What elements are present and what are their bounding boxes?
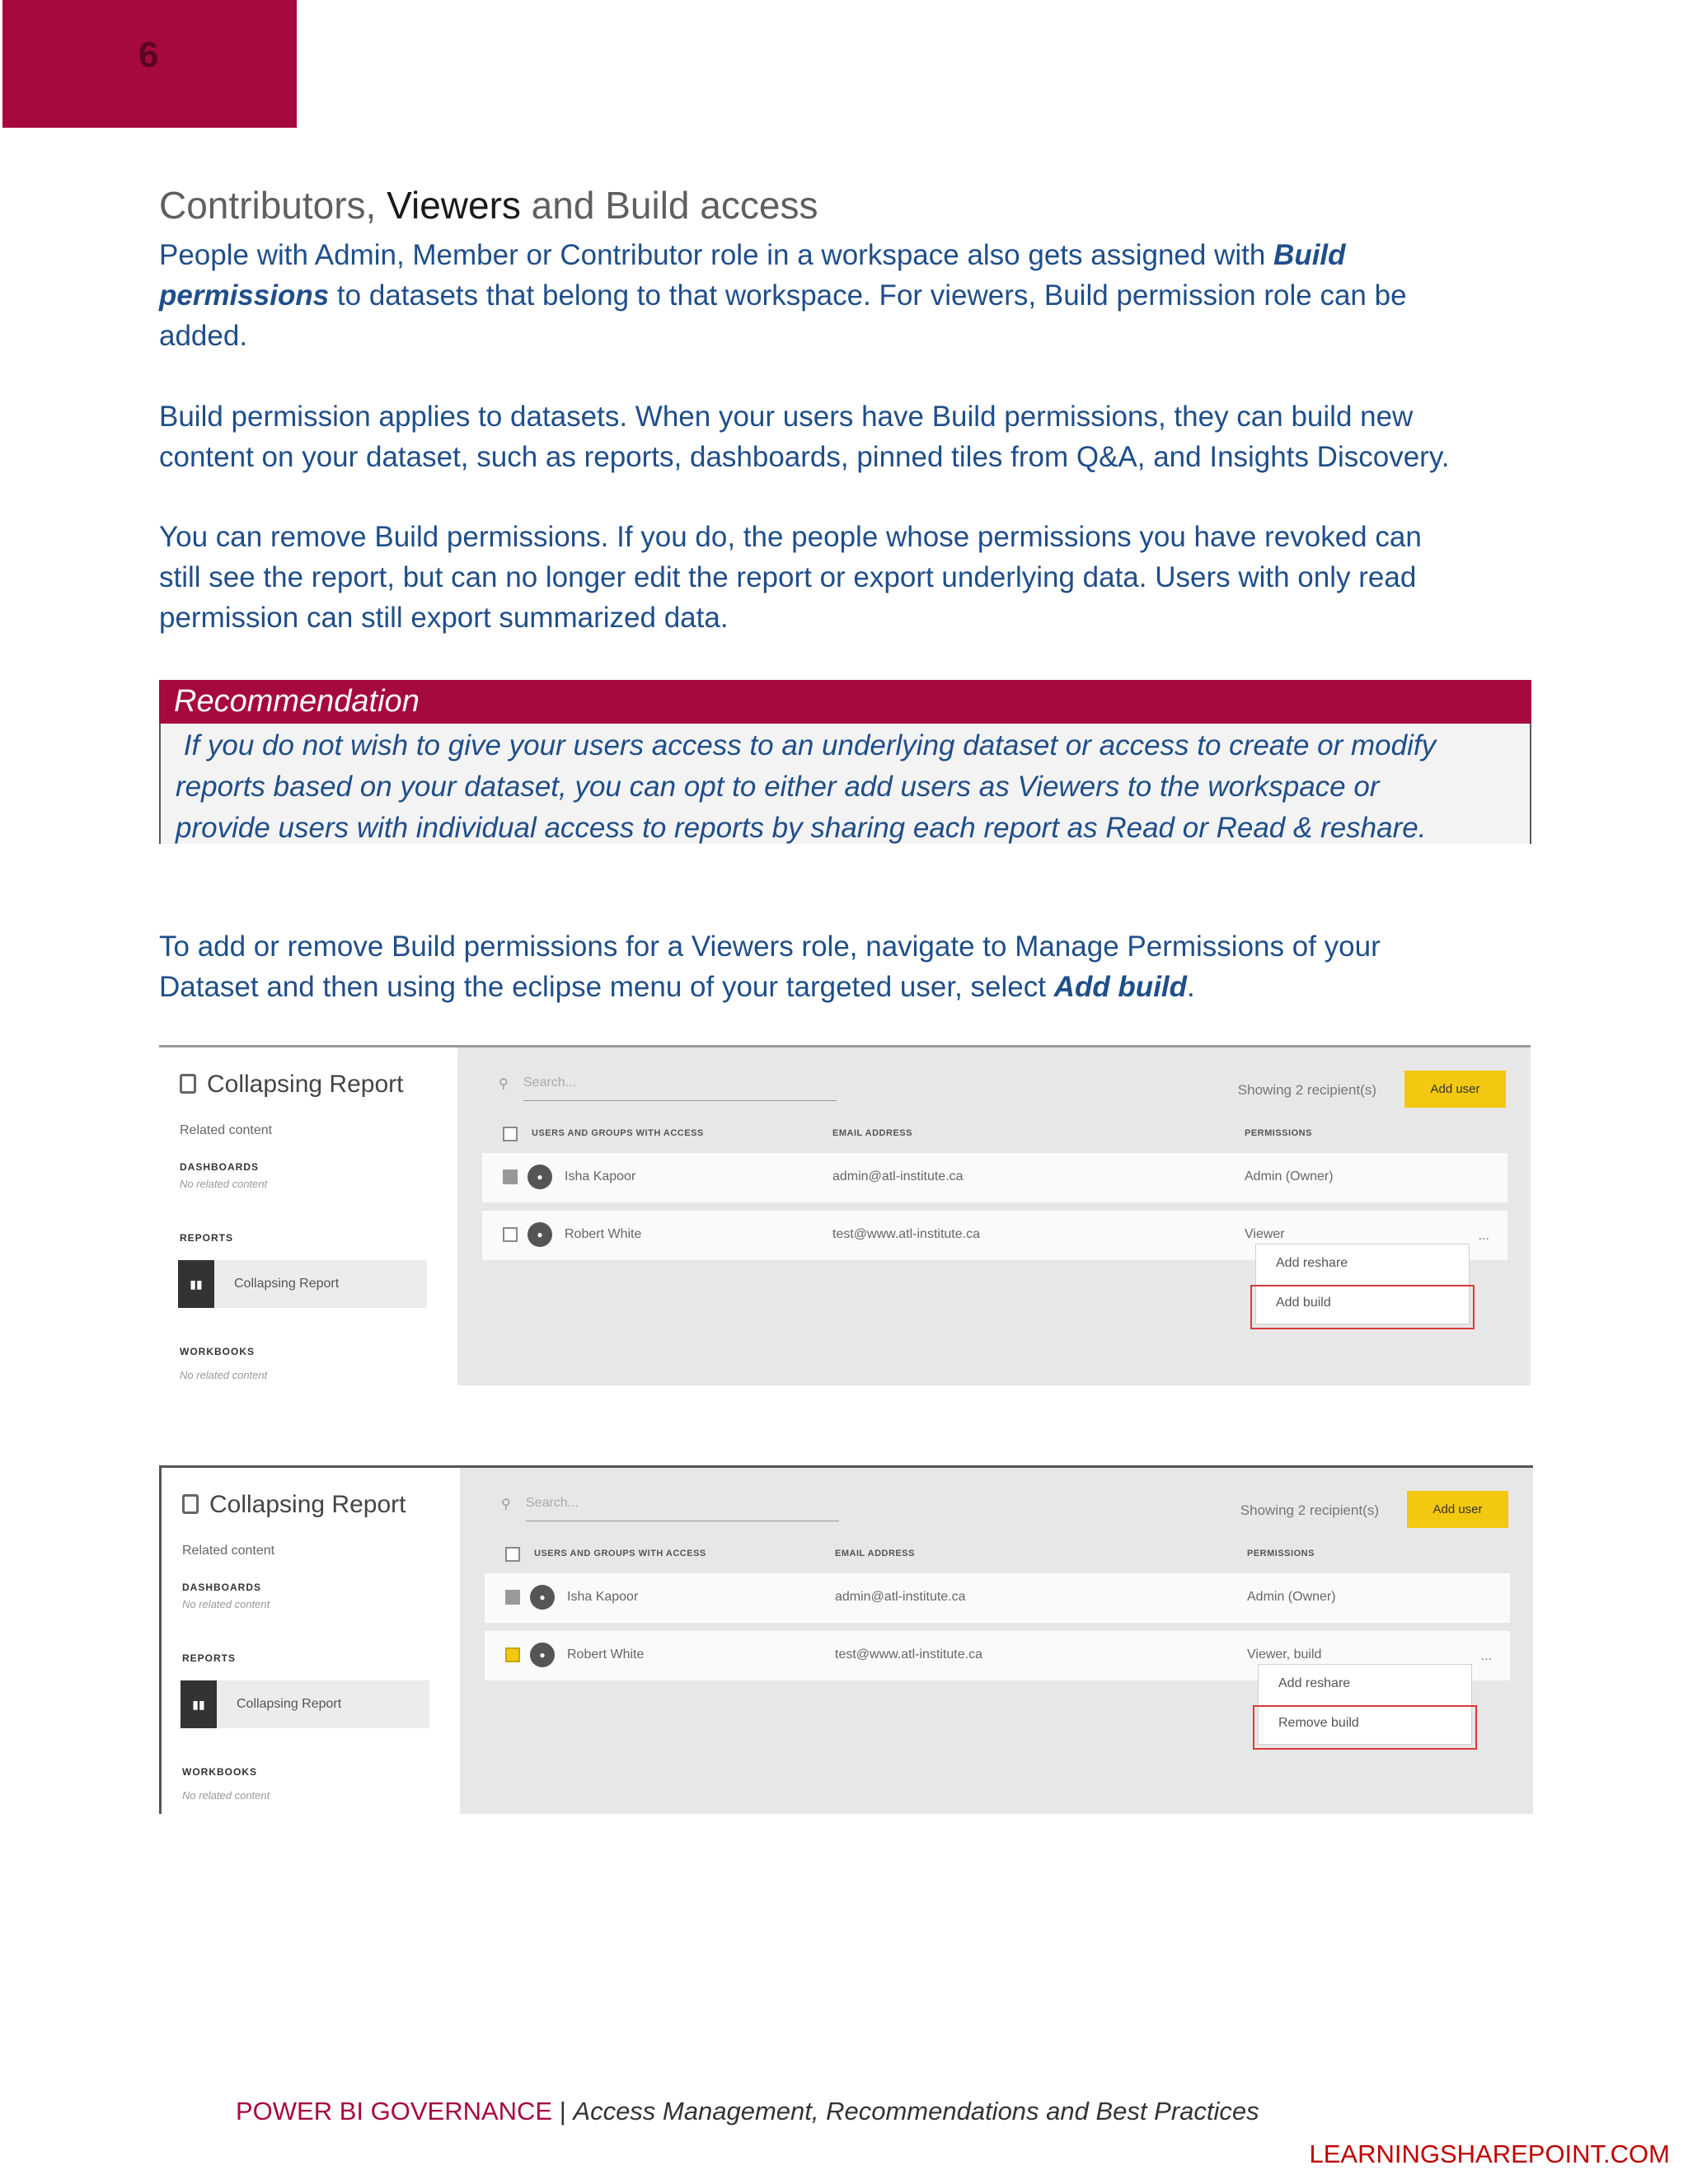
page-number: 6 (138, 35, 159, 75)
para1-text-2: to datasets that belong to that workspace. For viewers, Build permission role can be (329, 279, 1407, 312)
remove-build-highlight (1253, 1705, 1477, 1750)
dashboards-label: DASHBOARDS (180, 1161, 260, 1173)
dataset-title: Collapsing Report (207, 1071, 404, 1098)
para3-line2: still see the report, but can no longer edit the report or export underlying data. Users with only read (159, 561, 1417, 593)
recommendation-header: Recommendation (159, 680, 1531, 724)
col-permissions: PERMISSIONS (1245, 1128, 1312, 1138)
footer-title (236, 2097, 1259, 2126)
user-email: test@www.atl-institute.ca (835, 1647, 982, 1661)
report-tile-label: Collapsing Report (237, 1697, 342, 1711)
footer-site-link[interactable]: LEARNINGSHAREPOINT.COM (1309, 2139, 1670, 2168)
paragraph-remove-build (159, 517, 1531, 638)
dataset-title: Collapsing Report (209, 1491, 406, 1518)
select-all-checkbox[interactable] (503, 1127, 518, 1141)
related-content-label: Related content (180, 1123, 273, 1137)
dataset-icon (180, 1074, 196, 1094)
screenshot-remove-build (159, 1465, 1533, 1814)
recipient-count: Showing 2 recipient(s) (1240, 1502, 1379, 1518)
para4-line1: To add or remove Build permissions for a Viewers role, navigate to Manage Permissions of your (159, 930, 1381, 963)
para2-line2: content on your dataset, such as reports, dashboards, pinned tiles from Q&A, and Insights Discovery. (159, 441, 1450, 473)
search-underline (523, 1100, 837, 1101)
more-options-icon[interactable]: ... (1480, 1649, 1492, 1663)
footer-separator: | (552, 2097, 574, 2125)
user-avatar: ● (530, 1585, 555, 1610)
para1-text: People with Admin, Member or Contributor role in a workspace also gets assigned with (159, 239, 1274, 271)
user-permission: Viewer (1245, 1227, 1285, 1241)
user-name: Robert White (565, 1227, 642, 1241)
paragraph-build-permissions (159, 235, 1531, 356)
workbooks-label: WORKBOOKS (182, 1766, 257, 1778)
col-users: USERS AND GROUPS WITH ACCESS (532, 1128, 704, 1138)
para1-emphasis: Build (1273, 239, 1346, 271)
paragraph-build-applies (159, 396, 1531, 477)
dataset-icon (182, 1494, 199, 1514)
screenshot-add-build (159, 1045, 1531, 1385)
col-email: EMAIL ADDRESS (832, 1128, 912, 1138)
para4-text: Dataset and then using the eclipse menu of your targeted user, select (159, 971, 1054, 1003)
permissions-panel (457, 1047, 1531, 1385)
section-heading (159, 183, 1531, 227)
table-row (482, 1153, 1507, 1202)
para3-line3: permission can still export summarized data. (159, 602, 729, 634)
row-checkbox[interactable] (505, 1590, 520, 1605)
add-build-highlight (1250, 1285, 1475, 1329)
workbooks-empty: No related content (182, 1789, 270, 1802)
para4-emphasis: Add build (1053, 971, 1188, 1003)
para4-period: . (1187, 971, 1195, 1003)
user-email: test@www.atl-institute.ca (832, 1227, 980, 1241)
report-tile[interactable] (178, 1260, 427, 1308)
user-permission: Admin (Owner) (1245, 1169, 1334, 1183)
add-user-button[interactable]: Add user (1407, 1491, 1508, 1528)
col-permissions: PERMISSIONS (1247, 1549, 1315, 1558)
dashboards-label: DASHBOARDS (182, 1582, 262, 1593)
menu-add-reshare[interactable]: Add reshare (1276, 1256, 1348, 1270)
user-email: admin@atl-institute.ca (835, 1590, 966, 1604)
user-permission: Admin (Owner) (1247, 1590, 1336, 1604)
table-row (485, 1573, 1510, 1623)
col-email: EMAIL ADDRESS (835, 1549, 915, 1558)
user-name: Robert White (567, 1647, 645, 1661)
recommendation-body (159, 724, 1531, 844)
search-input[interactable]: Search... (526, 1496, 579, 1510)
heading-part3: and Build access (520, 184, 818, 227)
user-avatar: ● (528, 1222, 552, 1247)
add-user-button[interactable]: Add user (1404, 1071, 1506, 1108)
col-users: USERS AND GROUPS WITH ACCESS (534, 1549, 706, 1558)
search-input[interactable]: Search... (523, 1076, 577, 1090)
recommendation-line3: provide users with individual access to reports by sharing each report as Read or Read & reshare. (176, 812, 1427, 844)
dashboards-empty: No related content (180, 1178, 268, 1190)
para1-text-3: added. (159, 320, 248, 352)
reports-label: REPORTS (180, 1232, 234, 1244)
dashboards-empty: No related content (182, 1598, 270, 1610)
para1-emphasis-2: permissions (159, 279, 330, 312)
heading-part2: Viewers (387, 184, 521, 227)
menu-add-build[interactable]: Add build (1276, 1296, 1331, 1310)
footer-subtitle: Access Management, Recommendations and Best Practices (573, 2097, 1259, 2125)
footer-brand: POWER BI GOVERNANCE (236, 2097, 553, 2125)
report-tile-label: Collapsing Report (234, 1277, 340, 1291)
user-name: Isha Kapoor (567, 1590, 639, 1604)
report-tile[interactable] (181, 1680, 429, 1728)
page-number-box (2, 0, 297, 128)
recommendation-line1: If you do not wish to give your users access to an underlying dataset or access to create or modify (176, 729, 1437, 762)
user-permission: Viewer, build (1247, 1647, 1322, 1661)
para3-line1: You can remove Build permissions. If you do, the people whose permissions you have revoked can (159, 521, 1422, 553)
menu-add-reshare[interactable]: Add reshare (1278, 1676, 1351, 1690)
search-icon: ⚲ (501, 1497, 511, 1511)
more-options-icon[interactable]: ... (1478, 1229, 1489, 1243)
search-icon: ⚲ (499, 1077, 509, 1091)
related-content-panel (159, 1047, 456, 1385)
bar-chart-icon: ▮▮ (181, 1680, 217, 1728)
row-checkbox[interactable] (503, 1227, 518, 1242)
user-name: Isha Kapoor (565, 1169, 636, 1183)
recommendation-line2: reports based on your dataset, you can opt to either add users as Viewers to the workspace or (176, 771, 1380, 803)
row-checkbox-checked[interactable] (505, 1647, 520, 1662)
row-checkbox[interactable] (503, 1169, 518, 1184)
related-content-panel (162, 1468, 458, 1814)
paragraph-how-to (159, 926, 1531, 1007)
related-content-label: Related content (182, 1544, 275, 1558)
para2-line1: Build permission applies to datasets. When your users have Build permissions, they can build new (159, 401, 1414, 433)
bar-chart-icon: ▮▮ (178, 1260, 214, 1308)
recipient-count: Showing 2 recipient(s) (1237, 1082, 1376, 1098)
user-email: admin@atl-institute.ca (832, 1169, 964, 1183)
permissions-panel (460, 1468, 1533, 1814)
menu-remove-build[interactable]: Remove build (1278, 1716, 1359, 1730)
heading-part1: Contributors, (159, 184, 387, 227)
workbooks-empty: No related content (180, 1369, 268, 1381)
workbooks-label: WORKBOOKS (180, 1346, 255, 1357)
select-all-checkbox[interactable] (505, 1547, 520, 1562)
user-avatar: ● (530, 1643, 555, 1667)
reports-label: REPORTS (182, 1652, 237, 1664)
user-avatar: ● (528, 1165, 552, 1189)
